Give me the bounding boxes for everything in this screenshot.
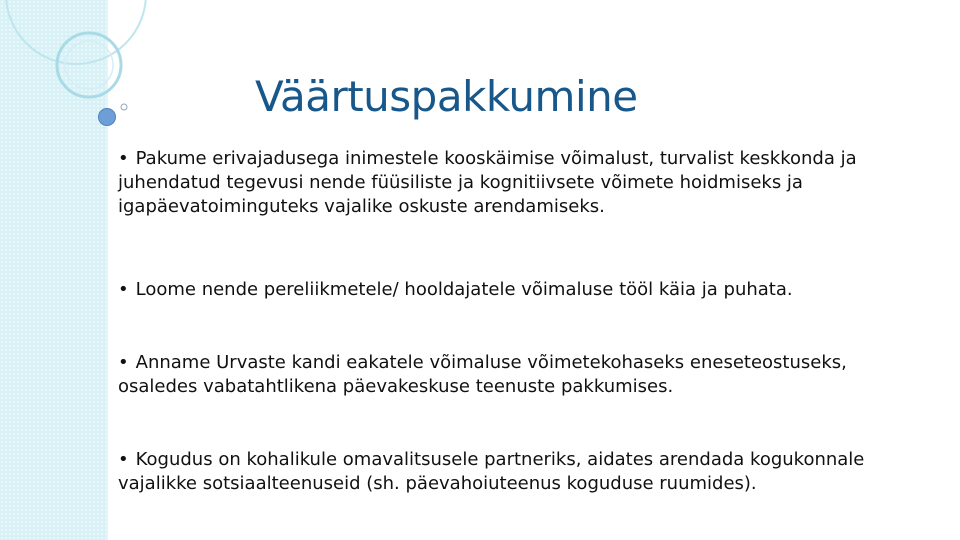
slide-title: Väärtuspakkumine [255,72,638,121]
bullet-text: Anname Urvaste kandi eakatele võimaluse võimetekohaseks eneseteostuseks, osaledes vabatahtlikena päevakeskuse teenuste pakkumises. [118,352,847,397]
bullet-marker: • [118,279,129,300]
bullet-list [118,147,908,496]
bullet-item [118,147,908,219]
bullet-text: Kogudus on kohalikule omavalitsusele partneriks, aidates arendada kogukonnale vajalikke sotsiaalteenuseid (sh. päevahoiuteenus koguduse ruumides). [118,449,865,494]
deco-dot-filled [99,109,116,126]
bullet-marker: • [118,352,129,373]
deco-ring-inner [65,41,113,89]
bullet-item [118,278,908,302]
bullet-marker: • [118,449,129,470]
deco-ring-large [6,0,146,64]
bullet-item [118,448,908,496]
deco-ring-medium [57,33,121,97]
bullet-marker: • [118,148,129,169]
bullet-text: Loome nende pereliikmetele/ hooldajatele võimaluse tööl käia ja puhata. [135,279,793,300]
bullet-item [118,351,908,399]
bullet-text: Pakume erivajadusega inimestele kooskäimise võimalust, turvalist keskkonda ja juhendatud tegevusi nende füüsiliste ja kognitiivsete võimete hoidmiseks ja igapäevatoiminguteks vajalike oskuste arendamiseks. [118,148,857,217]
deco-dot-small [121,104,127,110]
